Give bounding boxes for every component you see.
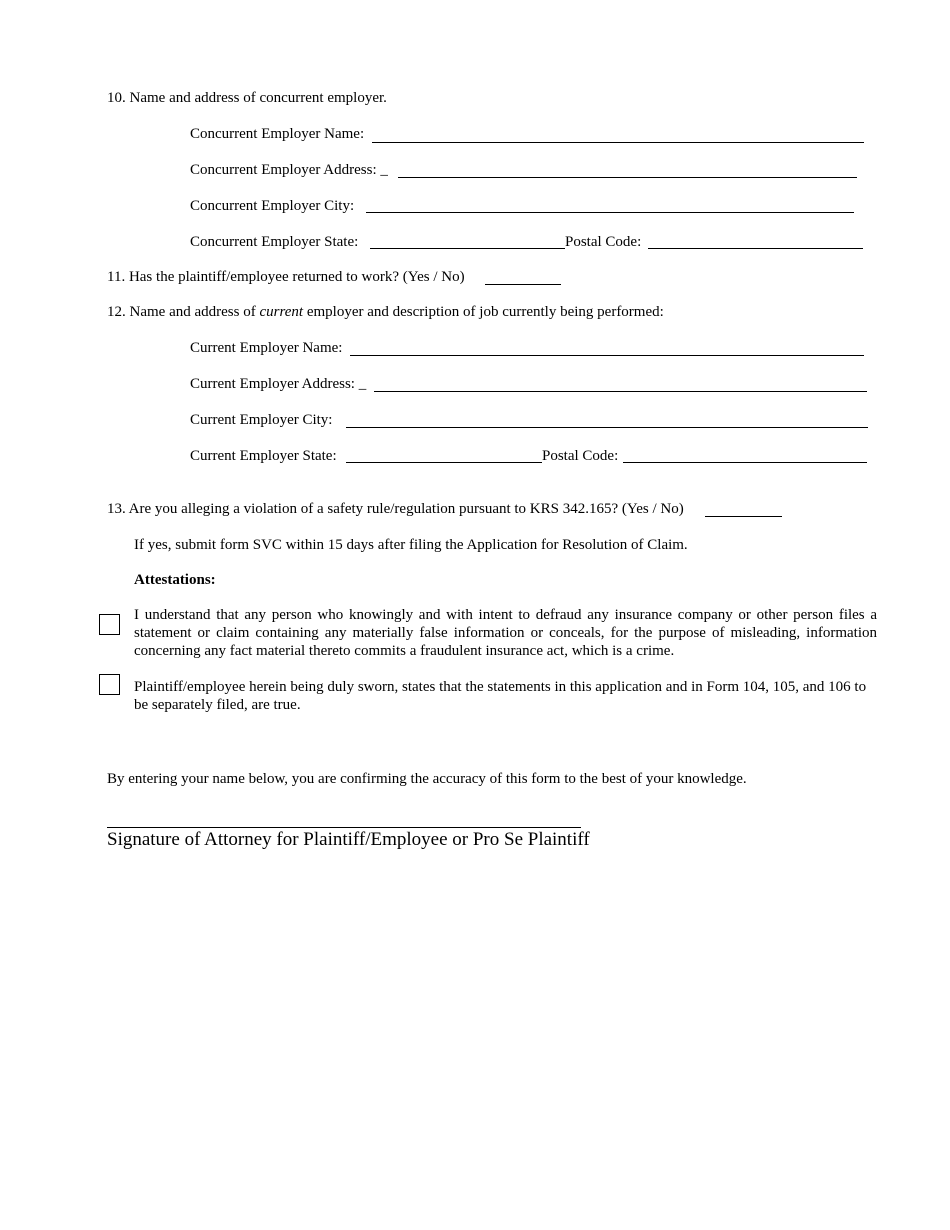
fraud-attestation-checkbox[interactable] xyxy=(99,614,120,635)
concurrent-employer-postal-field[interactable] xyxy=(648,248,863,249)
q13-note: If yes, submit form SVC within 15 days after filing the Application for Resolution of Claim. xyxy=(134,537,688,553)
q13-text: 13. Are you alleging a violation of a safety rule/regulation pursuant to KRS 342.165? (Yes / No) xyxy=(107,501,684,517)
concurrent-employer-city-field[interactable] xyxy=(366,212,854,213)
safety-violation-field[interactable] xyxy=(705,516,782,517)
concurrent-employer-name-field[interactable] xyxy=(372,142,864,143)
current-employer-city-field[interactable] xyxy=(346,427,868,428)
signature-field[interactable] xyxy=(107,827,581,828)
current-employer-address-field[interactable] xyxy=(374,391,867,392)
sworn-attestation-checkbox[interactable] xyxy=(99,674,120,695)
current-employer-postal-field[interactable] xyxy=(623,462,867,463)
current-employer-postal-label: Postal Code: xyxy=(542,448,619,464)
confirmation-text: By entering your name below, you are confirming the accuracy of this form to the best of your knowledge. xyxy=(107,771,747,787)
concurrent-employer-city-label: Concurrent Employer City: xyxy=(190,198,355,214)
q11-text: 11. Has the plaintiff/employee returned to work? (Yes / No) xyxy=(107,269,465,285)
attestations-heading: Attestations: xyxy=(134,572,216,588)
q12-italic: current xyxy=(259,304,304,320)
current-employer-city-label: Current Employer City: xyxy=(190,412,333,428)
q12-heading xyxy=(107,303,664,321)
concurrent-employer-postal-label: Postal Code: xyxy=(565,234,642,250)
current-employer-state-field[interactable] xyxy=(346,462,542,463)
sworn-attestation-text: Plaintiff/employee herein being duly sworn, states that the statements in this application and in Form 104, 105, and 106 to be separately filed, are true. xyxy=(134,679,867,713)
returned-to-work-field[interactable] xyxy=(485,284,561,285)
q10-heading: 10. Name and address of concurrent employer. xyxy=(107,90,387,106)
fraud-attestation-text: I understand that any person who knowingly and with intent to defraud any insurance company or other person files a statement or claim containing any materially false information or conceals, for the purpose of misleading, information concerning any fact material thereto commits a fraudulent insurance act, which is a crime. xyxy=(134,607,877,659)
concurrent-employer-state-field[interactable] xyxy=(370,248,565,249)
concurrent-employer-name-label: Concurrent Employer Name: xyxy=(190,126,365,142)
current-employer-name-field[interactable] xyxy=(350,355,864,356)
concurrent-employer-state-label: Concurrent Employer State: xyxy=(190,234,359,250)
concurrent-employer-address-field[interactable] xyxy=(398,177,857,178)
current-employer-state-label: Current Employer State: xyxy=(190,448,337,464)
current-employer-address-label: Current Employer Address: _ xyxy=(190,376,367,392)
current-employer-name-label: Current Employer Name: xyxy=(190,340,343,356)
q12-prefix: 12. Name and address of xyxy=(107,304,260,320)
q12-suffix: employer and description of job currently being performed: xyxy=(303,304,664,320)
concurrent-employer-address-label: Concurrent Employer Address: _ xyxy=(190,162,388,178)
signature-label: Signature of Attorney for Plaintiff/Employee or Pro Se Plaintiff xyxy=(107,829,590,850)
